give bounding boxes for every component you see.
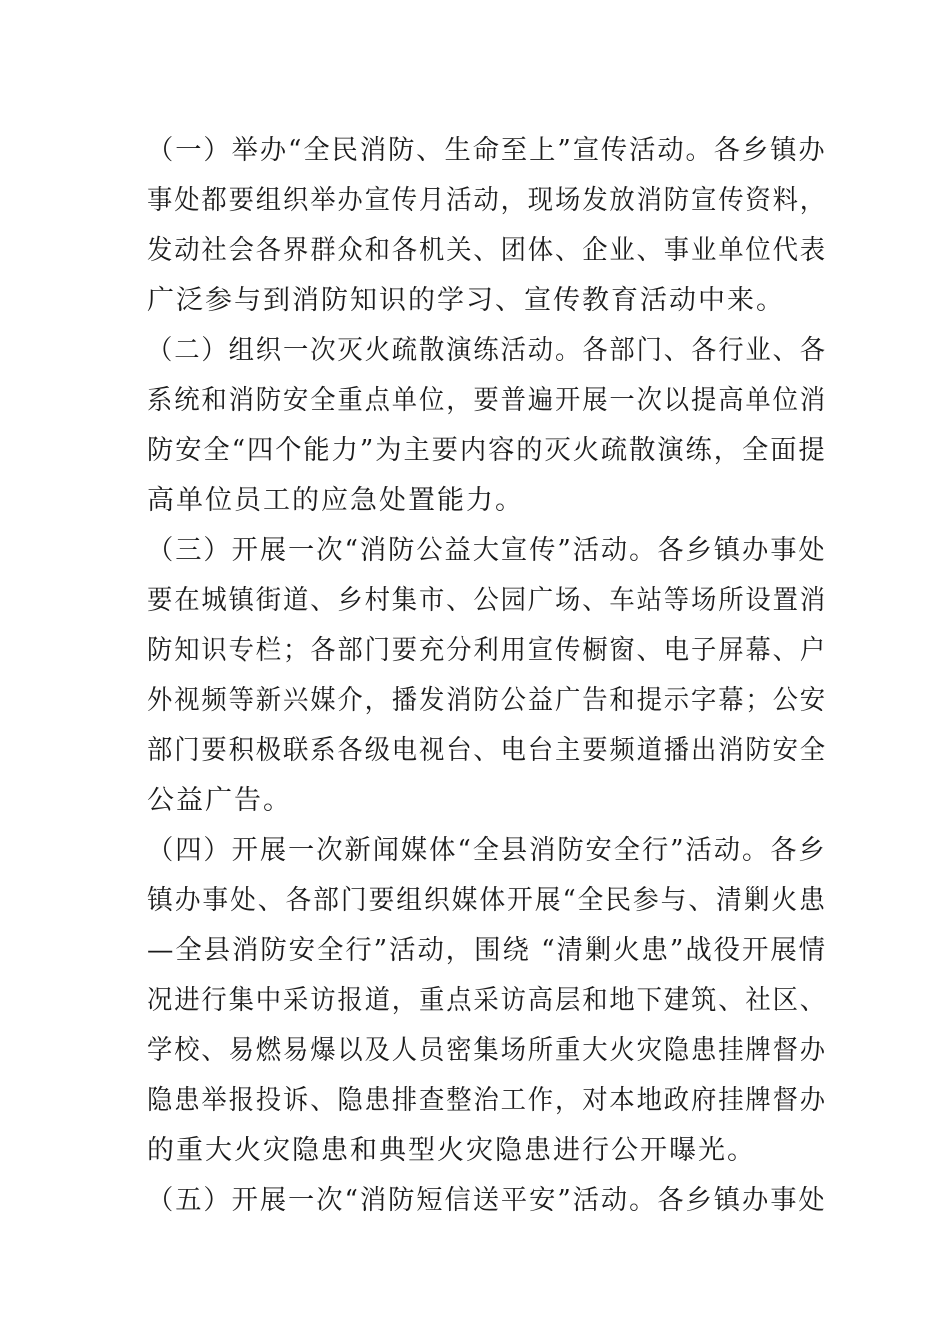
text-line: 系统和消防安全重点单位，要普遍开展一次以提高单位消 [147, 385, 827, 416]
text-line: 况进行集中采访报道，重点采访高层和地下建筑、社区、 [147, 985, 827, 1016]
text-line: 隐患举报投诉、隐患排查整治工作，对本地政府挂牌督办 [147, 1085, 827, 1116]
text-line: （四）开展一次新闻媒体“全县消防安全行”活动。各乡 [147, 835, 827, 866]
text-line: 外视频等新兴媒介，播发消防公益广告和提示字幕；公安 [147, 685, 827, 716]
text-line: （三）开展一次“消防公益大宣传”活动。各乡镇办事处 [147, 535, 827, 566]
text-line: 事处都要组织举办宣传月活动，现场发放消防宣传资料， [147, 185, 827, 216]
text-line: （一）举办“全民消防、生命至上”宣传活动。各乡镇办 [147, 135, 827, 166]
text-line: 要在城镇街道、乡村集市、公园广场、车站等场所设置消 [147, 585, 827, 616]
text-line: 广泛参与到消防知识的学习、宣传教育活动中来。 [147, 285, 785, 316]
text-line: 高单位员工的应急处置能力。 [147, 485, 524, 516]
text-line: （五）开展一次“消防短信送平安”活动。各乡镇办事处 [147, 1185, 827, 1216]
text-line: 部门要积极联系各级电视台、电台主要频道播出消防安全 [147, 735, 827, 766]
text-line: 镇办事处、各部门要组织媒体开展“全民参与、清剿火患 [147, 885, 827, 916]
text-line: —全县消防安全行”活动，围绕 “清剿火患”战役开展情 [147, 935, 827, 966]
text-line: 防安全“四个能力”为主要内容的灭火疏散演练，全面提 [147, 435, 827, 466]
text-line: 发动社会各界群众和各机关、团体、企业、事业单位代表 [147, 235, 827, 266]
text-line: （二）组织一次灭火疏散演练活动。各部门、各行业、各 [147, 335, 827, 366]
text-line: 的重大火灾隐患和典型火灾隐患进行公开曝光。 [147, 1135, 756, 1166]
text-line: 学校、易燃易爆以及人员密集场所重大火灾隐患挂牌督办 [147, 1035, 827, 1066]
text-line: 防知识专栏；各部门要充分利用宣传橱窗、电子屏幕、户 [147, 635, 827, 666]
text-line: 公益广告。 [147, 785, 292, 816]
